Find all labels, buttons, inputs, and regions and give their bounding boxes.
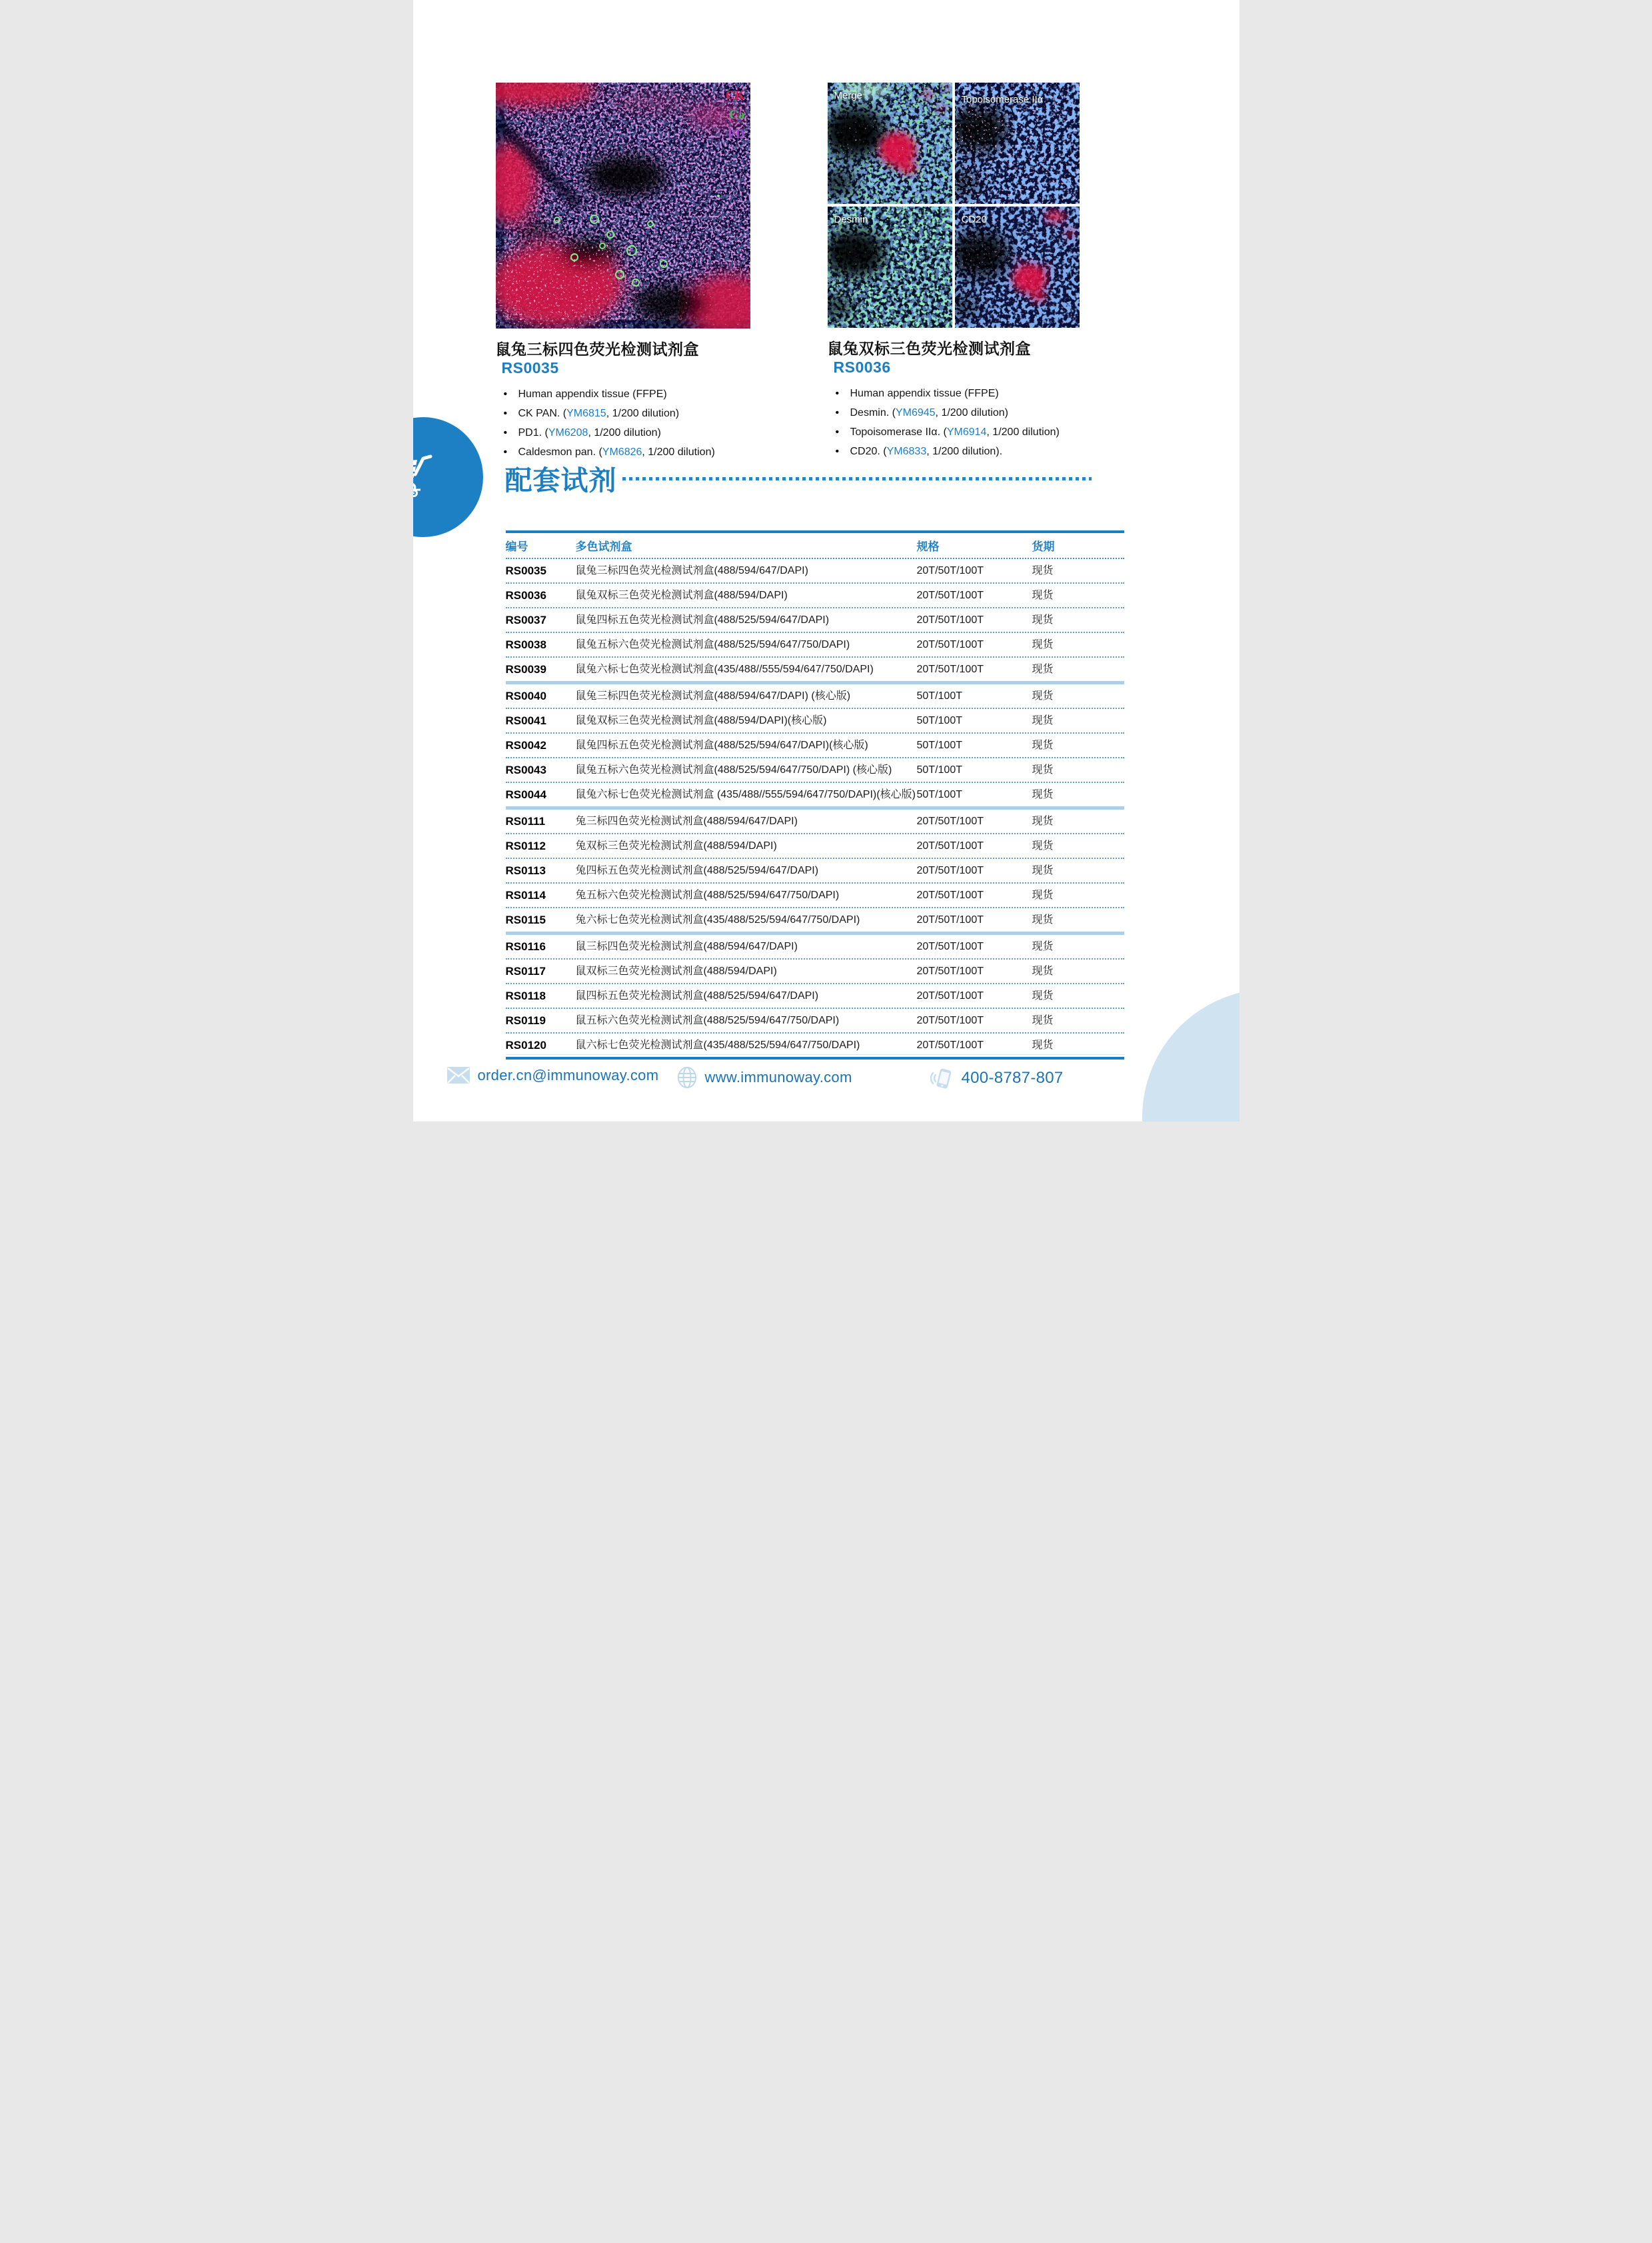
cell-code: RS0042 xyxy=(505,738,546,752)
cell-kit-name: 鼠兔四标五色荧光检测试剂盒(488/525/594/647/DAPI)(核心版) xyxy=(575,739,868,751)
antibody-code: YM6826 xyxy=(602,446,642,458)
channel-label-pd: PD xyxy=(728,127,745,141)
cell-leadtime: 现货 xyxy=(1032,663,1054,675)
bullet-text: CD20. ( xyxy=(850,446,887,457)
cell-kit-name: 鼠兔双标三色荧光检测试剂盒(488/594/DAPI) xyxy=(575,589,788,601)
cell-code: RS0043 xyxy=(505,763,546,776)
cell-leadtime: 现货 xyxy=(1032,815,1054,827)
cell-leadtime: 现货 xyxy=(1032,564,1054,576)
cell-spec: 20T/50T/100T xyxy=(916,564,984,576)
cell-spec: 20T/50T/100T xyxy=(916,589,984,601)
cell-leadtime: 现货 xyxy=(1032,965,1054,977)
table-row xyxy=(506,684,1124,708)
cell-spec: 20T/50T/100T xyxy=(916,940,984,952)
bullet-item xyxy=(496,423,750,442)
table-row xyxy=(506,757,1124,782)
antibody-code: YM6815 xyxy=(566,408,606,419)
cell-leadtime: 现货 xyxy=(1032,788,1054,800)
footer-website-text[interactable]: www.immunoway.com xyxy=(704,1069,852,1086)
table-row xyxy=(506,782,1124,806)
corner-decoration-circle xyxy=(1142,989,1239,1122)
channel-label-ca: Ca xyxy=(729,108,745,122)
figure-bullets-rs0035 xyxy=(496,384,750,462)
catalog-page xyxy=(413,0,1239,1122)
cell-code: RS0035 xyxy=(505,564,546,577)
cell-kit-name: 兔五标六色荧光检测试剂盒(488/525/594/647/750/DAPI) xyxy=(575,889,840,901)
cell-leadtime: 现货 xyxy=(1032,1014,1054,1026)
antibody-code: YM6208 xyxy=(548,427,588,438)
cell-spec: 20T/50T/100T xyxy=(916,663,984,675)
cell-kit-name: 鼠兔六标七色荧光检测试剂盒(435/488//555/594/647/750/DAPI) xyxy=(575,663,874,675)
bullet-item xyxy=(828,384,1080,403)
bullet-text: , 1/200 dilution) xyxy=(986,426,1060,438)
cell-code: RS0120 xyxy=(505,1038,546,1052)
cell-code: RS0116 xyxy=(505,940,546,953)
kit-name: 鼠兔三标四色荧光检测试剂盒 xyxy=(495,341,699,358)
table-row xyxy=(506,907,1124,932)
section-title-dotted-line xyxy=(622,477,1092,480)
cell-leadtime: 现货 xyxy=(1032,840,1054,852)
antibody-code: YM6833 xyxy=(886,446,927,457)
cell-kit-name: 鼠双标三色荧光检测试剂盒(488/594/DAPI) xyxy=(575,965,777,977)
footer-website xyxy=(676,1066,852,1089)
cell-spec: 50T/100T xyxy=(916,788,962,800)
cell-kit-name: 鼠兔五标六色荧光检测试剂盒(488/525/594/647/750/DAPI) xyxy=(575,638,850,650)
panel-label-topoisomerase: Topoisomerase IIα xyxy=(961,94,1044,105)
figure-rs0035 xyxy=(496,83,750,462)
table-row xyxy=(506,810,1124,833)
table-row xyxy=(506,708,1124,732)
cell-kit-name: 鼠三标四色荧光检测试剂盒(488/594/647/DAPI) xyxy=(575,940,798,952)
cell-code: RS0118 xyxy=(505,989,546,1002)
figure-title-rs0035 xyxy=(496,337,750,377)
cell-leadtime: 现货 xyxy=(1032,864,1054,876)
cell-kit-name: 兔双标三色荧光检测试剂盒(488/594/DAPI) xyxy=(575,840,777,852)
cell-kit-name: 兔三标四色荧光检测试剂盒(488/594/647/DAPI) xyxy=(575,815,798,827)
cell-code: RS0119 xyxy=(505,1014,546,1027)
fluorescence-image-rs0036 xyxy=(828,83,1080,328)
cell-leadtime: 现货 xyxy=(1032,638,1054,650)
table-group-3 xyxy=(506,806,1124,932)
cell-kit-name: 鼠兔三标四色荧光检测试剂盒(488/594/647/DAPI) (核心版) xyxy=(575,690,851,702)
bullet-text: Human appendix tissue (FFPE) xyxy=(518,388,667,400)
cell-code: RS0040 xyxy=(505,689,546,702)
cell-spec: 20T/50T/100T xyxy=(916,815,984,827)
table-row xyxy=(506,656,1124,681)
bullet-item xyxy=(828,442,1080,461)
cell-kit-name: 鼠五标六色荧光检测试剂盒(488/525/594/647/750/DAPI) xyxy=(575,1014,840,1026)
figure-bullets-rs0036 xyxy=(828,384,1080,461)
bullet-item xyxy=(828,403,1080,422)
cell-code: RS0114 xyxy=(505,888,546,902)
cell-kit-name: 鼠兔六标七色荧光检测试剂盒 (435/488//555/594/647/750/DAPI)(核心版) xyxy=(575,788,916,800)
cell-spec: 20T/50T/100T xyxy=(916,614,984,626)
table-row xyxy=(506,858,1124,882)
cell-leadtime: 现货 xyxy=(1032,614,1054,626)
section-badge-circle xyxy=(413,417,483,537)
cell-leadtime: 现货 xyxy=(1032,739,1054,751)
table-underline xyxy=(506,1054,1124,1055)
cell-spec: 50T/100T xyxy=(916,764,962,776)
table-row xyxy=(506,833,1124,858)
kit-name: 鼠兔双标三色荧光检测试剂盒 xyxy=(827,340,1031,357)
antibody-code: YM6945 xyxy=(895,407,936,418)
table-row xyxy=(506,1032,1124,1057)
fluorescence-art-right xyxy=(828,83,1080,328)
cell-leadtime: 现货 xyxy=(1032,589,1054,601)
cell-spec: 50T/100T xyxy=(916,739,962,751)
cell-spec: 20T/50T/100T xyxy=(916,840,984,852)
panel-label-merge: Merge xyxy=(834,90,863,101)
table-row xyxy=(506,935,1124,958)
cell-code: RS0038 xyxy=(505,638,546,651)
cell-kit-name: 鼠兔双标三色荧光检测试剂盒(488/594/DAPI)(核心版) xyxy=(575,714,827,726)
cell-leadtime: 现货 xyxy=(1032,914,1054,926)
bullet-text: , 1/200 dilution) xyxy=(642,446,715,458)
bullet-text: PD1. ( xyxy=(518,427,548,438)
table-group-1 xyxy=(506,559,1124,681)
kit-code: RS0036 xyxy=(833,359,891,376)
header-kit-name: 多色试剂盒 xyxy=(575,540,632,553)
cell-leadtime: 现货 xyxy=(1032,690,1054,702)
cell-kit-name: 鼠四标五色荧光检测试剂盒(488/525/594/647/DAPI) xyxy=(575,990,819,1002)
bullet-text: Caldesmon pan. ( xyxy=(518,446,602,458)
table-row xyxy=(506,732,1124,757)
table-row xyxy=(506,582,1124,607)
cell-spec: 20T/50T/100T xyxy=(916,864,984,876)
table-row xyxy=(506,559,1124,582)
table-row xyxy=(506,958,1124,983)
bullet-item xyxy=(828,422,1080,442)
figure-rs0036 xyxy=(828,83,1080,461)
cell-kit-name: 鼠兔四标五色荧光检测试剂盒(488/525/594/647/DAPI) xyxy=(575,614,830,626)
cell-code: RS0036 xyxy=(505,588,546,602)
phone-icon xyxy=(930,1066,954,1090)
cell-spec: 50T/100T xyxy=(916,714,962,726)
fluorescence-art-left xyxy=(496,83,750,329)
cell-code: RS0111 xyxy=(505,814,546,828)
cell-kit-name: 兔四标五色荧光检测试剂盒(488/525/594/647/DAPI) xyxy=(575,864,819,876)
cell-code: RS0113 xyxy=(505,864,546,877)
table-group-2 xyxy=(506,681,1124,806)
cell-leadtime: 现货 xyxy=(1032,990,1054,1002)
cell-kit-name: 鼠六标七色荧光检测试剂盒(435/488/525/594/647/750/DAPI) xyxy=(575,1039,860,1051)
figure-title-rs0036 xyxy=(828,337,1080,376)
table-group-4 xyxy=(506,932,1124,1057)
cell-code: RS0112 xyxy=(505,839,546,852)
table-row xyxy=(506,607,1124,632)
section-title: 配套试剂 xyxy=(504,465,617,496)
table-header-row xyxy=(506,533,1124,559)
cell-leadtime: 现货 xyxy=(1032,940,1054,952)
cell-kit-name: 鼠兔三标四色荧光检测试剂盒(488/594/647/DAPI) xyxy=(575,564,808,576)
footer-phone xyxy=(930,1066,1064,1090)
bullet-text: Human appendix tissue (FFPE) xyxy=(850,388,999,399)
table-row xyxy=(506,882,1124,907)
channel-label-ck: CK xyxy=(726,89,745,103)
kits-table xyxy=(506,530,1124,1060)
kit-code: RS0035 xyxy=(501,359,559,376)
cell-code: RS0037 xyxy=(505,613,546,626)
bullet-text: , 1/200 dilution) xyxy=(935,407,1008,418)
bullet-text: CK PAN. ( xyxy=(518,408,567,419)
cell-spec: 20T/50T/100T xyxy=(916,914,984,926)
cell-kit-name: 兔六标七色荧光检测试剂盒(435/488/525/594/647/750/DAPI) xyxy=(575,914,860,926)
bullet-item xyxy=(496,384,750,404)
cell-leadtime: 现货 xyxy=(1032,714,1054,726)
bullet-text: , 1/200 dilution) xyxy=(606,408,680,419)
bullet-text: Desmin. ( xyxy=(850,407,896,418)
bullet-item xyxy=(496,404,750,423)
bullet-text: Topoisomerase IIα. ( xyxy=(850,426,947,438)
bullet-text: , 1/200 dilution). xyxy=(926,446,1003,457)
cell-code: RS0039 xyxy=(505,662,546,676)
table-row xyxy=(506,632,1124,656)
header-code: 编号 xyxy=(505,540,528,553)
footer-email xyxy=(446,1066,659,1084)
cell-kit-name: 鼠兔五标六色荧光检测试剂盒(488/525/594/647/750/DAPI) (核心版) xyxy=(575,764,892,776)
panel-label-cd20: CD20 xyxy=(961,214,987,225)
cell-spec: 20T/50T/100T xyxy=(916,889,984,901)
globe-icon xyxy=(676,1066,698,1089)
cell-spec: 50T/100T xyxy=(916,690,962,702)
antibody-code: YM6914 xyxy=(946,426,987,438)
cell-code: RS0115 xyxy=(505,913,546,926)
cell-spec: 20T/50T/100T xyxy=(916,1014,984,1026)
cell-leadtime: 现货 xyxy=(1032,764,1054,776)
bullet-text: , 1/200 dilution) xyxy=(588,427,661,438)
cell-code: RS0041 xyxy=(505,714,546,727)
fluorescence-image-rs0035 xyxy=(496,83,750,329)
cell-spec: 20T/50T/100T xyxy=(916,965,984,977)
cell-code: RS0044 xyxy=(505,788,546,801)
cell-code: RS0117 xyxy=(505,964,546,978)
cell-spec: 20T/50T/100T xyxy=(916,638,984,650)
table-row xyxy=(506,1008,1124,1032)
header-leadtime: 货期 xyxy=(1032,540,1055,553)
panel-label-desmin: Desmin xyxy=(834,214,868,225)
cell-leadtime: 现货 xyxy=(1032,889,1054,901)
cell-leadtime: 现货 xyxy=(1032,1039,1054,1051)
shopping-cart-icon xyxy=(413,452,432,497)
footer-email-text[interactable]: order.cn@immunoway.com xyxy=(477,1066,659,1084)
header-spec: 规格 xyxy=(916,540,940,553)
email-icon xyxy=(446,1066,470,1084)
table-row xyxy=(506,983,1124,1008)
footer-phone-text[interactable]: 400-8787-807 xyxy=(961,1069,1064,1087)
cell-spec: 20T/50T/100T xyxy=(916,1039,984,1051)
cell-spec: 20T/50T/100T xyxy=(916,990,984,1002)
